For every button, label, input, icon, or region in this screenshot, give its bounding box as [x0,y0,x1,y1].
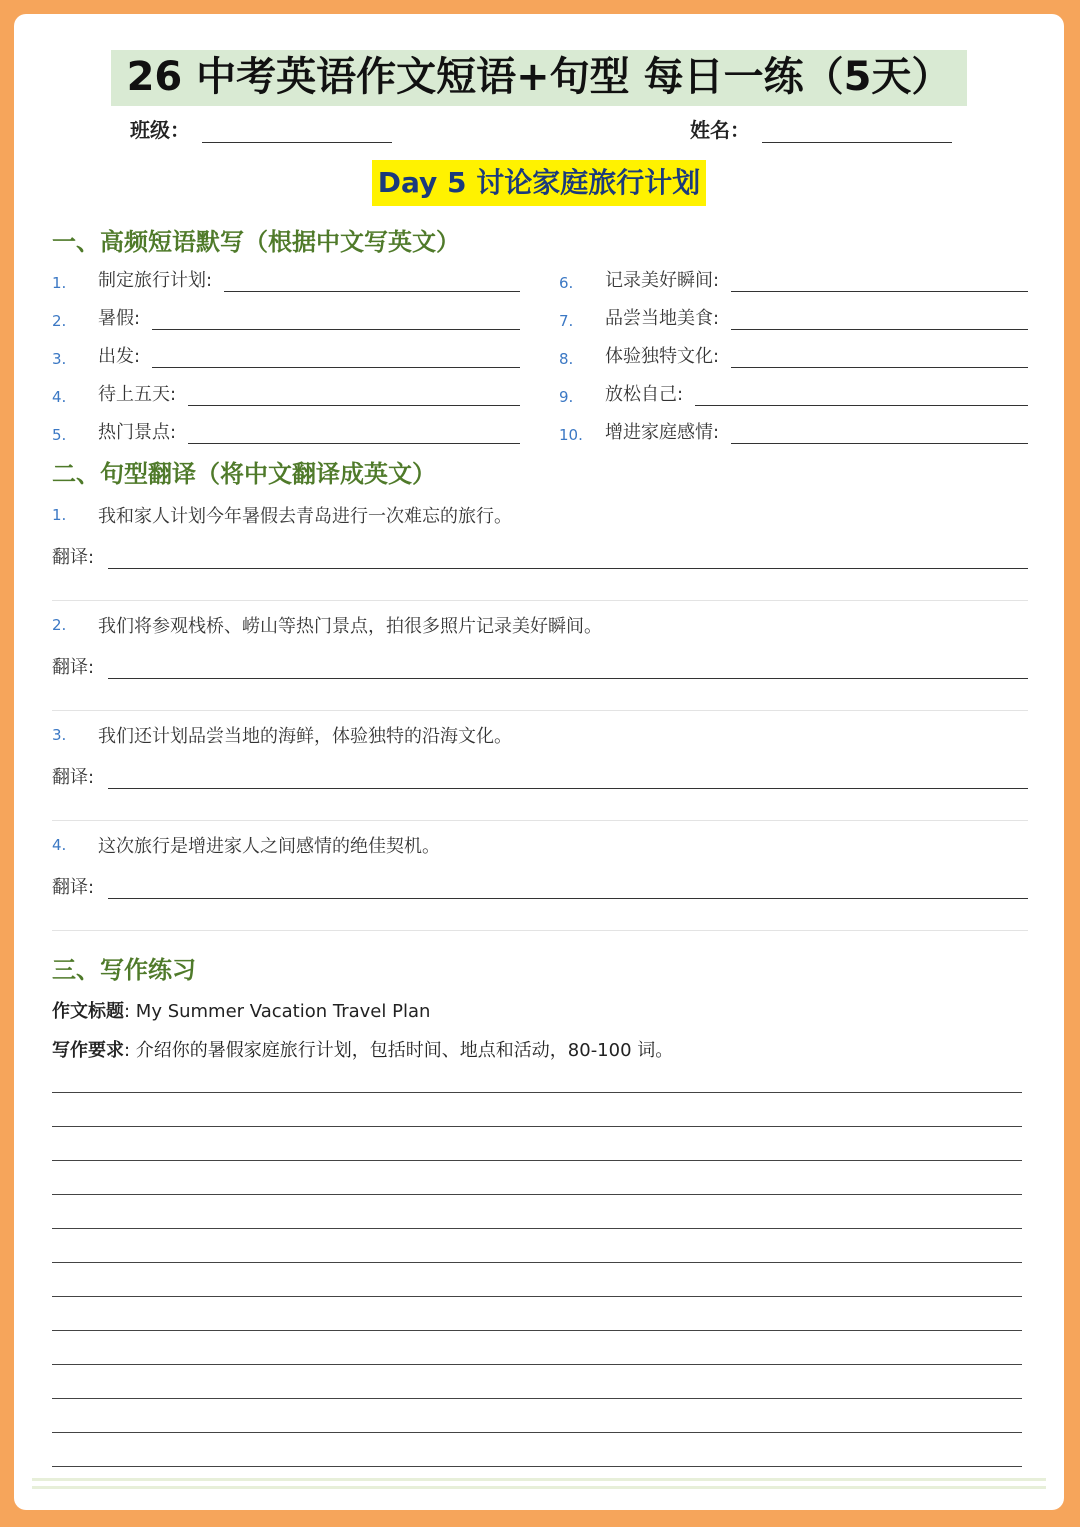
footer-rule [32,1486,1046,1489]
writing-line[interactable] [52,1364,1022,1365]
phrase-item [52,338,520,368]
day-heading: Day 5 讨论家庭旅行计划 [372,160,707,206]
phrase-blank[interactable] [152,347,520,368]
phrase-blank[interactable] [188,385,520,406]
sentence-item [52,721,1028,789]
worksheet-page [14,14,1064,1510]
translation-label: 翻译: [52,877,95,898]
phrase-label: 制定旅行计划: [98,270,213,291]
phrase-label: 热门景点: [98,422,177,443]
translation-label: 翻译: [52,767,95,788]
essay-req-label: 写作要求 [52,1040,124,1061]
phrase-label: 品尝当地美食: [605,308,720,329]
translation-label: 翻译: [52,657,95,678]
writing-line[interactable] [52,1330,1022,1331]
writing-line[interactable] [52,1126,1022,1127]
phrase-item [52,376,520,406]
translation-label: 翻译: [52,547,95,568]
phrase-item [559,262,1028,292]
essay-topic [52,997,430,1023]
divider [52,600,1028,601]
translation-blank[interactable] [108,548,1028,569]
sentence-text: 我们将参观栈桥、崂山等热门景点，拍很多照片记录美好瞬间。 [98,616,602,637]
phrase-label: 增进家庭感情: [605,422,720,443]
sentence-item [52,831,1028,899]
phrase-item [559,338,1028,368]
divider [52,820,1028,821]
section3-title: 三、写作练习 [52,956,196,984]
translation-blank[interactable] [108,768,1028,789]
sentence-number: 3. [52,726,67,744]
sentence-text: 我和家人计划今年暑假去青岛进行一次难忘的旅行。 [98,506,512,527]
sentence-item [52,611,1028,679]
phrase-label: 暑假: [98,308,141,329]
writing-line[interactable] [52,1466,1022,1467]
phrase-blank[interactable] [188,423,520,444]
phrase-number: 5. [52,426,67,444]
essay-requirement [52,1036,673,1062]
translation-blank[interactable] [108,658,1028,679]
phrase-number: 3. [52,350,67,368]
phrase-blank[interactable] [731,271,1028,292]
divider [52,930,1028,931]
phrase-number: 2. [52,312,67,330]
phrase-item [52,262,520,292]
sentence-number: 2. [52,616,67,634]
phrase-number: 9. [559,388,574,406]
phrase-number: 7. [559,312,574,330]
sentence-text: 我们还计划品尝当地的海鲜，体验独特的沿海文化。 [98,726,512,747]
phrase-label: 记录美好瞬间: [605,270,720,291]
phrase-blank[interactable] [731,347,1028,368]
phrase-item [52,414,520,444]
name-blank[interactable] [762,120,952,143]
phrase-blank[interactable] [152,309,520,330]
phrase-blank[interactable] [731,423,1028,444]
writing-line[interactable] [52,1262,1022,1263]
phrase-label: 待上五天: [98,384,177,405]
name-field [690,114,952,144]
writing-line[interactable] [52,1092,1022,1093]
writing-line[interactable] [52,1398,1022,1399]
essay-req-text: : 介绍你的暑假家庭旅行计划，包括时间、地点和活动，80-100 词。 [124,1040,674,1061]
phrase-number: 10. [559,426,583,444]
phrase-number: 6. [559,274,574,292]
sentence-number: 4. [52,836,67,854]
phrase-label: 放松自己: [605,384,684,405]
writing-line[interactable] [52,1296,1022,1297]
section1-title: 一、高频短语默写（根据中文写英文） [52,228,460,256]
phrase-item [559,376,1028,406]
class-field [130,114,392,144]
sentence-text: 这次旅行是增进家人之间感情的绝佳契机。 [98,836,440,857]
phrase-item [559,414,1028,444]
translation-blank[interactable] [108,878,1028,899]
title-bar [14,50,1064,106]
phrase-number: 8. [559,350,574,368]
writing-line[interactable] [52,1432,1022,1433]
phrase-blank[interactable] [695,385,1028,406]
essay-topic-label: 作文标题 [52,1001,124,1022]
class-label: 班级： [130,118,190,142]
phrase-label: 体验独特文化: [605,346,720,367]
sentence-number: 1. [52,506,67,524]
writing-line[interactable] [52,1228,1022,1229]
phrase-item [559,300,1028,330]
class-blank[interactable] [202,120,392,143]
phrase-item [52,300,520,330]
phrase-blank[interactable] [731,309,1028,330]
day-heading-bar [14,160,1064,206]
sentence-item [52,501,1028,569]
phrase-number: 4. [52,388,67,406]
phrase-number: 1. [52,274,67,292]
footer-rule [32,1478,1046,1481]
writing-line[interactable] [52,1160,1022,1161]
phrase-blank[interactable] [224,271,520,292]
divider [52,710,1028,711]
worksheet-title: 26 中考英语作文短语+句型 每日一练（5天） [111,50,968,106]
section2-title: 二、句型翻译（将中文翻译成英文） [52,460,436,488]
phrase-label: 出发: [98,346,141,367]
essay-topic-text: : My Summer Vacation Travel Plan [124,1001,431,1022]
writing-line[interactable] [52,1194,1022,1195]
name-label: 姓名： [690,118,750,142]
